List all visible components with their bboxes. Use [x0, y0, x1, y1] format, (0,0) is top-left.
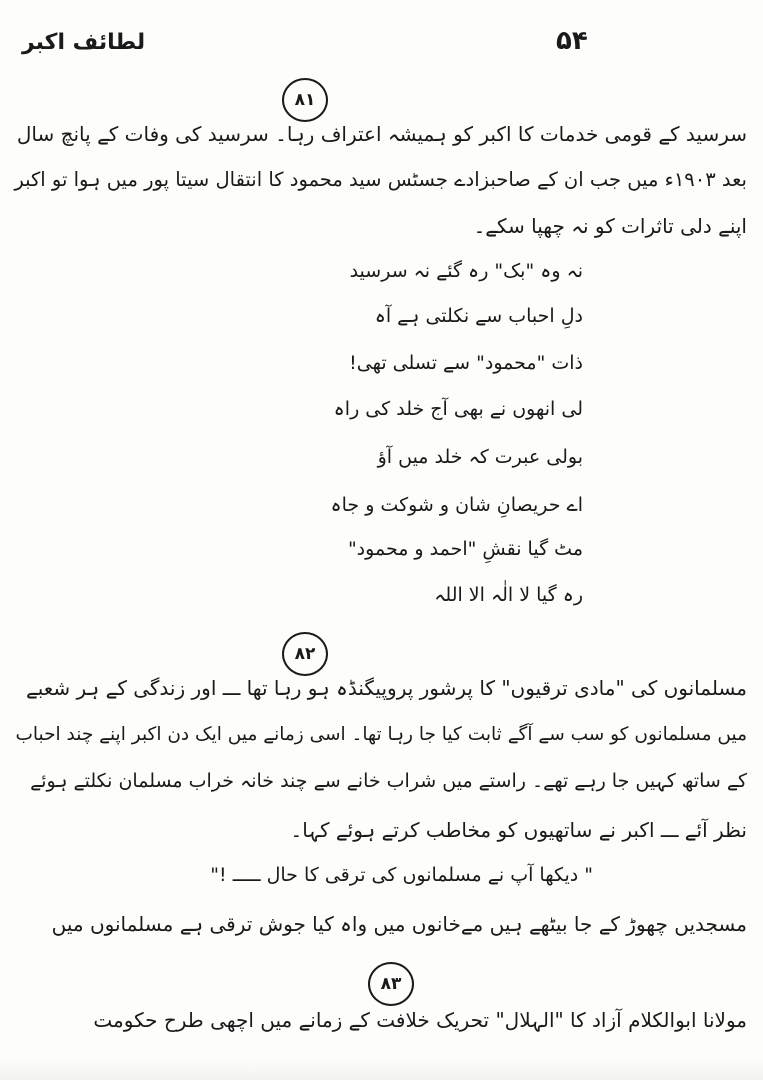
verse-line-4: لی انھوں نے بھی آج خلد کی راہ: [333, 398, 583, 420]
section-82-line-2: میں مسلمانوں کو سب سے آگے ثابت کیا جا رہا تھا۔ اسی زمانے میں ایک دن اکبر اپنے چند احباب: [15, 724, 747, 745]
section-82-couplet: مسجدیں چھوڑ کے جا بیٹھے ہیں مےخانوں میں واہ کیا جوش ترقی ہے مسلمانوں میں: [51, 912, 747, 936]
section-82-line-3: کے ساتھ کہیں جا رہے تھے۔ راستے میں شراب خانے سے چند خانہ خراب مسلمان نکلتے ہوئے: [30, 770, 747, 792]
verse-line-6: اے حریصانِ شان و شوکت و جاہ: [330, 494, 583, 516]
verse-line-5: بولی عبرت کہ خلد میں آؤ: [377, 446, 583, 468]
page-bottom-edge: [0, 1060, 763, 1080]
section-number-83: ۸۳: [368, 962, 414, 1006]
section-82-line-1: مسلمانوں کی "مادی ترقیوں" کا پرشور پروپیگنڈہ ہو رہا تھا ـــ اور زندگی کے ہر شعبے: [26, 676, 747, 700]
section-81-line-3: اپنے دلی تاثرات کو نہ چھپا سکے۔: [473, 214, 747, 238]
running-header-title: لطائف اکبر: [22, 30, 146, 55]
verse-line-8: رہ گیا لا الٰہ الا اللہ: [434, 584, 583, 606]
verse-line-2: دلِ احباب سے نکلتی ہے آہ: [374, 305, 583, 327]
section-81-line-1: سرسید کے قومی خدمات کا اکبر کو ہمیشہ اعتراف رہا۔ سرسید کی وفات کے پانچ سال: [16, 122, 747, 146]
page-number: ۵۴: [556, 26, 588, 56]
section-number-82: ۸۲: [282, 632, 328, 676]
section-83-line-1: مولانا ابوالکلام آزاد کا "الہلال" تحریک خلافت کے زمانے میں اچھی طرح حکومت: [93, 1008, 747, 1032]
verse-line-1: نہ وہ "بک" رہ گئے نہ سرسید: [349, 260, 583, 282]
verse-line-7: مٹ گیا نقشِ "احمد و محمود": [347, 538, 583, 560]
section-81-line-2: بعد ۱۹۰۳ء میں جب ان کے صاحبزادے جسٹس سید محمود کا انتقال سیتا پور میں ہوا تو اکبر: [14, 168, 747, 191]
verse-line-3: ذات "محمود" سے تسلی تھی!: [349, 352, 583, 374]
section-number-81: ۸۱: [282, 78, 328, 122]
section-82-line-4: نظر آئے ـــ اکبر نے ساتھیوں کو مخاطب کرتے ہوئے کہا۔: [290, 818, 747, 842]
section-82-quote: " دیکھا آپ نے مسلمانوں کی ترقی کا حال ـــــ !": [210, 864, 593, 886]
